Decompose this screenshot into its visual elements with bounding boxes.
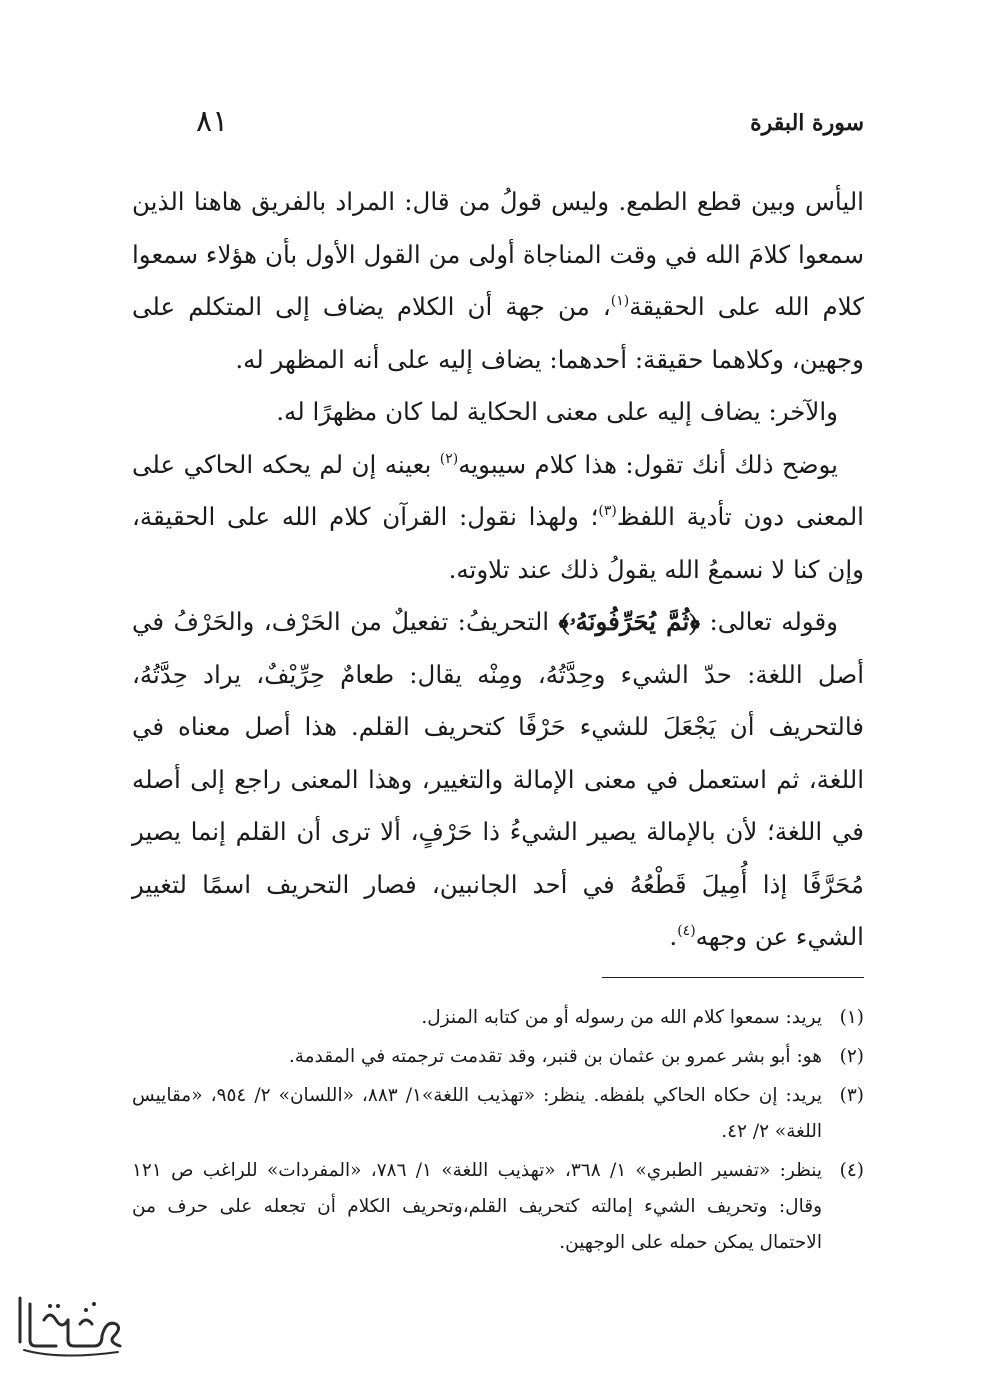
footnote-ref-3[interactable]: (٣) xyxy=(598,503,617,519)
footnote-text: ينظر: «تفسير الطبري» ١/ ٣٦٨، «تهذيب اللغة» ١/ ٧٨٦، «المفردات» للراغب ص ١٢١ وقال: وتحريف الشيء إمالته كتحريف القلم،وتحريف الكلام أن تجعله على حرف من الاحتمال يمكن حمله على الوجهين. xyxy=(132,1160,822,1253)
footnotes-section xyxy=(132,1000,864,1264)
paragraph-3-part-a: يوضح ذلك أنك تقول: هذا كلام سيبويه xyxy=(458,449,838,479)
paragraph-1-part-b: ، من جهة أن الكلام يضاف إلى المتكلم على وجهين، وكلاهما حقيقة: أحدهما: يضاف إليه على أنه المظهر له. xyxy=(132,292,864,374)
footnote-2 xyxy=(132,1039,864,1075)
footnote-ref-1[interactable]: (١) xyxy=(610,293,630,309)
footnote-ref-4[interactable]: (٤) xyxy=(677,923,696,939)
footnote-number: (٤) xyxy=(839,1160,864,1181)
calligraphy-logo-icon xyxy=(10,1290,130,1364)
footnote-ref-2[interactable]: (٢) xyxy=(439,450,459,467)
paragraph-4-part-a: وقوله تعالى: xyxy=(700,607,838,636)
paragraph-3 xyxy=(132,439,864,597)
paragraph-4-part-b: التحريفُ: تفعيلٌ من الحَرْف، والحَرْفُ في أصل اللغة: حدّ الشيء وحِدَّتُهُ، ومِنْه يقال: طعامٌ حِرِّيْفٌ، يراد حِدَّتُهُ، فالتحريف أن يَجْعَلَ للشيء حَرْفًا كتحريف القلم. هذا أصل معناه في اللغة، ثم استعمل في معنى الإمالة والتغيير، وهذا المعنى راجع إلى أصله في اللغة؛ لأن بالإمالة يصير الشيءُ ذا حَرْفٍ، ألا ترى أن القلم إنما يصير مُحَرَّفًا إذا أُمِيلَ قَطْعُهُ في أحد الجانبين، فصار التحريف اسمًا لتغيير الشيء عن وجهه xyxy=(132,607,864,951)
footnote-1 xyxy=(132,1000,864,1036)
footnote-text: هو: أبو بشر عمرو بن عثمان بن قنبر، وقد تقدمت ترجمته في المقدمة. xyxy=(288,1046,822,1067)
calligraphy-logo xyxy=(10,1290,130,1364)
paragraph-2: والآخر: يضاف إليه على معنى الحكاية لما كان مظهرًا له. xyxy=(276,397,838,426)
paragraph-3-part-c: ؛ ولهذا نقول: القرآن كلام الله على الحقيقة، وإن كنا لا نسمعُ الله يقولُ ذلك عند تلاوته. xyxy=(132,502,864,584)
footnote-number: (٢) xyxy=(839,1046,864,1067)
paragraph-1-part-a: اليأس وبين قطع الطمع. وليس قولُ من قال: المراد بالفريق هاهنا الذين سمعوا كلامَ الله في وقت المناجاة أولى من القول الأول بأن هؤلاء سمعوا كلام الله على الحقيقة xyxy=(132,187,864,321)
running-title: سورة البقرة xyxy=(750,110,864,136)
running-header xyxy=(132,104,864,150)
footnote-text: يريد: إن حكاه الحاكي بلفظه. ينظر: «تهذيب اللغة»١/ ٨٨٣، «اللسان» ٢/ ٩٥٤، «مقاييس اللغة» ٢/ ٤٢. xyxy=(132,1085,822,1142)
footnote-text: يريد: سمعوا كلام الله من رسوله أو من كتابه المنزل. xyxy=(421,1007,822,1028)
paragraph-4 xyxy=(132,596,864,964)
footnote-number: (٣) xyxy=(839,1085,864,1106)
footnote-number: (١) xyxy=(839,1007,864,1028)
page-number: ٨١ xyxy=(196,104,229,139)
footnote-4 xyxy=(132,1153,864,1261)
footnote-3 xyxy=(132,1078,864,1150)
book-page xyxy=(132,0,864,1374)
paragraph-4-part-c: . xyxy=(669,922,678,951)
paragraph-3-part-b: بعينه إن لم يحكه الحاكي على المعنى دون تأدية اللفظ xyxy=(132,449,864,531)
main-text xyxy=(132,176,864,964)
quranic-verse: ﴿ثُمَّ يُحَرِّفُونَهُۥ﴾ xyxy=(558,607,701,636)
footnote-divider xyxy=(602,977,864,978)
paragraph-1 xyxy=(132,176,864,386)
